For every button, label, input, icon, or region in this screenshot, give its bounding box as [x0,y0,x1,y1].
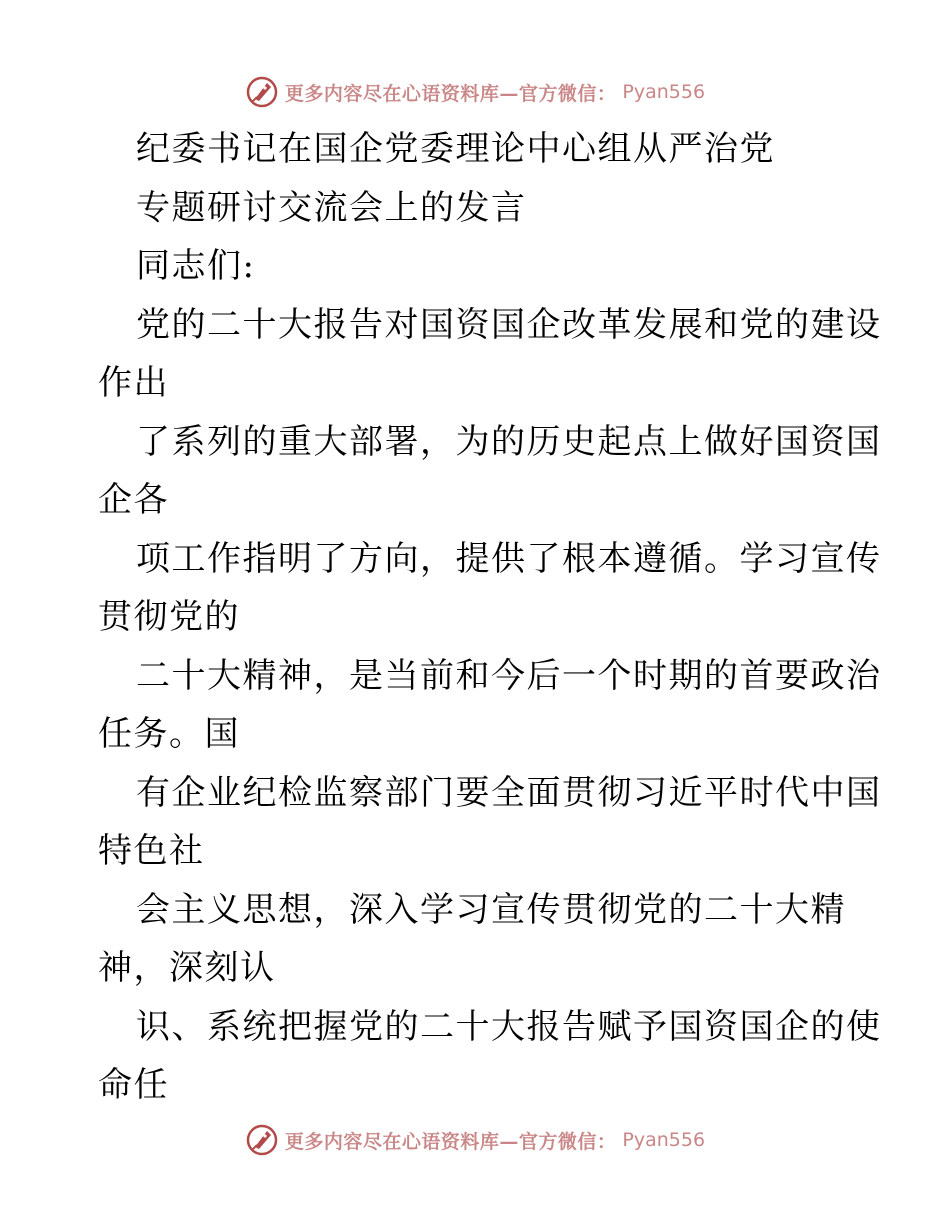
doc-line: 会主义思想，深入学习宣传贯彻党的二十大精 [136,889,846,930]
watermark-handle: Pyan556 [622,81,706,103]
doc-line: 贯彻党的 [98,597,240,637]
doc-line: 有企业纪检监察部门要全面贯彻习近平时代中国 [136,772,882,813]
doc-line: 特色社 [98,831,205,871]
doc-title-line-1: 纪委书记在国企党委理论中心组从严治党 [136,129,775,169]
doc-line: 了系列的重大部署，为的历史起点上做好国资国 [136,421,882,462]
pen-nib-circle-icon [245,1123,279,1157]
doc-line: 项工作指明了方向，提供了根本遵循。学习宣传 [136,538,882,579]
watermark-text: 更多内容尽在心语资料库—官方微信： [284,1130,617,1153]
doc-line: 作出 [98,363,169,403]
doc-line: 企各 [98,480,169,520]
watermark-header [0,72,950,112]
watermark-footer [0,1120,950,1160]
doc-line: 任务。国 [98,714,240,754]
doc-line: 命任 [98,1065,169,1105]
watermark-handle: Pyan556 [622,1129,706,1151]
document-body [98,120,882,1115]
doc-line: 党的二十大报告对国资国企改革发展和党的建设 [136,304,882,345]
doc-title-line-2: 专题研讨交流会上的发言 [136,187,527,228]
doc-line: 识、系统把握党的二十大报告赋予国资国企的使 [136,1006,882,1047]
pen-nib-circle-icon [245,75,279,109]
doc-line: 神，深刻认 [98,948,276,988]
doc-line: 二十大精神，是当前和今后一个时期的首要政治 [136,655,882,696]
watermark-text: 更多内容尽在心语资料库—官方微信： [284,82,617,105]
doc-salutation: 同志们: [136,246,256,286]
